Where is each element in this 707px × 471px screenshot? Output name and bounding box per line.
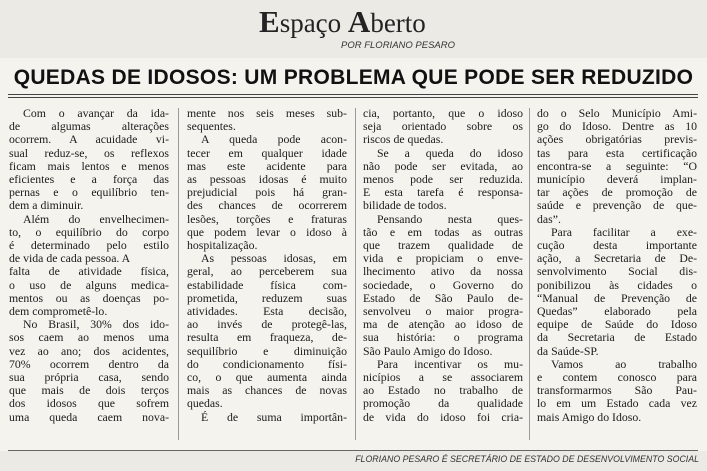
- text-line: do o Selo Município Ami-: [537, 106, 697, 120]
- text-line: A queda pode acon-: [201, 132, 347, 147]
- text-line: falta de atividade física,: [9, 264, 169, 279]
- text-line: “Manual de Prevenção de: [537, 290, 697, 305]
- section-title-initial-1: E: [259, 4, 280, 39]
- text-line: que trazem qualidade de: [363, 238, 523, 253]
- text-line: o uso de alguns medica-: [9, 277, 169, 292]
- byline: POR FLORIANO PESARO: [341, 40, 456, 51]
- text-line: de vida de cada pessoa. A: [9, 251, 131, 266]
- text-line: dos idosos que sofrem: [9, 396, 169, 411]
- text-line: riscos de quedas.: [363, 132, 444, 147]
- text-line: promoção da qualidade: [363, 396, 523, 411]
- text-line: tão e em todas as outras: [363, 224, 523, 239]
- text-line: ponibilizou às cidades o: [537, 277, 697, 292]
- text-line: lhecimento ativo da nossa: [363, 264, 523, 279]
- text-line: as pessoas idosas é muito: [187, 172, 347, 187]
- text-line: senvolveu o maior progra-: [363, 304, 523, 319]
- text-line: mais Amigo do Idoso.: [537, 409, 642, 424]
- text-line: da Saúde-SP.: [537, 343, 599, 358]
- article-column-4: [537, 107, 697, 424]
- text-line: des chances de ocorrerem: [187, 198, 347, 213]
- text-line: município deverá implan-: [537, 172, 697, 187]
- text-line: eficientes e a força das: [9, 172, 169, 187]
- text-line: É de suma importân-: [201, 409, 347, 424]
- text-line: transformarmos São Pau-: [537, 383, 697, 398]
- text-line: ocorrem. A acuidade vi-: [9, 132, 169, 147]
- text-line: Se a queda do idoso: [377, 145, 523, 160]
- text-line: e contem conosco para: [537, 370, 697, 385]
- text-line: lo em um Estado cada vez: [537, 396, 697, 411]
- article-headline: QUEDAS DE IDOSOS: UM PROBLEMA QUE PODE SER REDUZIDO: [13, 66, 694, 89]
- text-line: co, o que aumenta ainda: [187, 370, 347, 385]
- text-line: sequentes.: [187, 119, 236, 134]
- text-line: vida e propiciam o enve-: [363, 251, 523, 266]
- text-line: to, o equilíbrio do corpo: [9, 224, 169, 239]
- text-line: As pessoas idosas, em: [201, 251, 347, 266]
- author-credit: FLORIANO PESARO É SECRETÁRIO DE ESTADO DE DESENVOLVIMENTO SOCIAL: [355, 454, 699, 464]
- text-line: que podem levar o idoso à: [187, 224, 347, 239]
- text-line: Além do envelhecimen-: [23, 211, 169, 226]
- section-title: [259, 4, 426, 40]
- text-line: No Brasil, 30% dos ido-: [23, 317, 169, 332]
- text-line: sociedade, o Governo do: [363, 277, 523, 292]
- text-line: E esta tarefa é responsa-: [363, 185, 523, 200]
- text-line: cia, portanto, que o idoso: [363, 106, 523, 120]
- text-line: uma queda caem nova-: [9, 409, 169, 424]
- text-line: geral, ao perceberem sua: [187, 264, 347, 279]
- article-column-2: [187, 107, 347, 424]
- text-line: senvolvimento Social dis-: [537, 264, 697, 279]
- text-line: Para facilitar a exe-: [551, 224, 697, 239]
- text-line: Pensando nesta ques-: [377, 211, 523, 226]
- text-line: dem comprometê-lo.: [9, 304, 108, 319]
- headline-rule: [8, 94, 698, 95]
- text-line: São Paulo Amigo do Idoso.: [363, 343, 493, 358]
- text-line: ação, a Secretaria de De-: [537, 251, 697, 266]
- text-line: Para incentivar os mu-: [377, 356, 523, 371]
- text-line: atividades. Esta decisão,: [187, 304, 347, 319]
- text-line: 70% ocorrem dentro da: [9, 356, 169, 371]
- text-line: ao invés de protegê-las,: [187, 317, 347, 332]
- column-divider: [178, 108, 179, 440]
- text-line: tecer em qualquer idade: [187, 145, 347, 160]
- text-line: de algumas alterações: [9, 119, 169, 134]
- text-line: vez ao ano; dos acidentes,: [9, 343, 169, 358]
- text-line: é determinado pelo estilo: [9, 238, 169, 253]
- text-line: hospitalização.: [187, 238, 258, 253]
- article-column-3: [363, 107, 523, 424]
- text-line: da Secretaria de Estado: [537, 330, 697, 345]
- text-line: sos caem ao menos uma: [9, 330, 169, 345]
- text-line: mente nos seis meses sub-: [187, 106, 347, 120]
- column-divider: [355, 108, 356, 440]
- text-line: nicípios a se associarem: [363, 370, 523, 385]
- text-line: tas para esta certificação: [537, 145, 697, 160]
- text-line: prejudicial pois há gran-: [187, 185, 347, 200]
- text-line: sequilíbrio e diminuição: [187, 343, 347, 358]
- text-line: sua história: o programa: [363, 330, 523, 345]
- text-line: sual reduz-se, os reflexos: [9, 145, 169, 160]
- article-column-1: [9, 107, 169, 424]
- text-line: do condicionamento físi-: [187, 356, 347, 371]
- text-line: Quedas” elaborado pela: [537, 304, 697, 319]
- text-line: lesões, torções e fraturas: [187, 211, 347, 226]
- text-line: saúde e prevenção de que-: [537, 198, 697, 213]
- text-line: mais as chances de novas: [187, 383, 347, 398]
- text-line: dem a diminuir.: [9, 198, 84, 213]
- text-line: ao Estado no trabalho de: [363, 383, 523, 398]
- text-line: sua própria casa, sendo: [9, 370, 169, 385]
- text-line: Com o avançar da ida-: [23, 106, 169, 120]
- text-line: tar ações de promoção de: [537, 185, 697, 200]
- text-line: cução desta importante: [537, 238, 697, 253]
- text-line: pernas e o equilíbrio ten-: [9, 185, 169, 200]
- text-line: encontra-se a seguinte: “O: [537, 158, 697, 173]
- text-line: prometida, reduzem suas: [187, 290, 347, 305]
- text-line: seja orientado sobre os: [363, 119, 523, 134]
- column-divider: [529, 108, 530, 440]
- headline-rule-thin: [8, 97, 698, 98]
- section-title-part-1: spaço: [279, 8, 348, 38]
- text-line: quedas.: [187, 396, 223, 411]
- text-line: mas este acidente para: [187, 158, 347, 173]
- text-line: menos pode ser reduzida.: [363, 172, 523, 187]
- text-line: de vida do idoso foi cria-: [363, 409, 523, 424]
- text-line: resulta em fraqueza, de-: [187, 330, 347, 345]
- text-line: equipe de Saúde do Idoso: [537, 317, 697, 332]
- footer-rule: [8, 450, 698, 451]
- text-line: mentos ou as doenças po-: [9, 290, 169, 305]
- section-title-part-2: berto: [370, 8, 426, 38]
- text-line: bilidade de todos.: [363, 198, 447, 213]
- text-line: estabilidade física com-: [187, 277, 347, 292]
- text-line: ficam mais lentos e menos: [9, 158, 169, 173]
- text-line: das”.: [537, 211, 561, 226]
- text-line: go do Idoso. Dentre as 10: [537, 119, 697, 134]
- text-line: Vamos ao trabalho: [551, 356, 697, 371]
- text-line: Estado de São Paulo de-: [363, 290, 523, 305]
- text-line: ma de atenção ao idoso de: [363, 317, 523, 332]
- section-title-initial-2: A: [347, 4, 371, 39]
- text-line: ações obrigatórias previs-: [537, 132, 697, 147]
- text-line: que mais de dois terços: [9, 383, 169, 398]
- text-line: não pode ser evitada, ao: [363, 158, 523, 173]
